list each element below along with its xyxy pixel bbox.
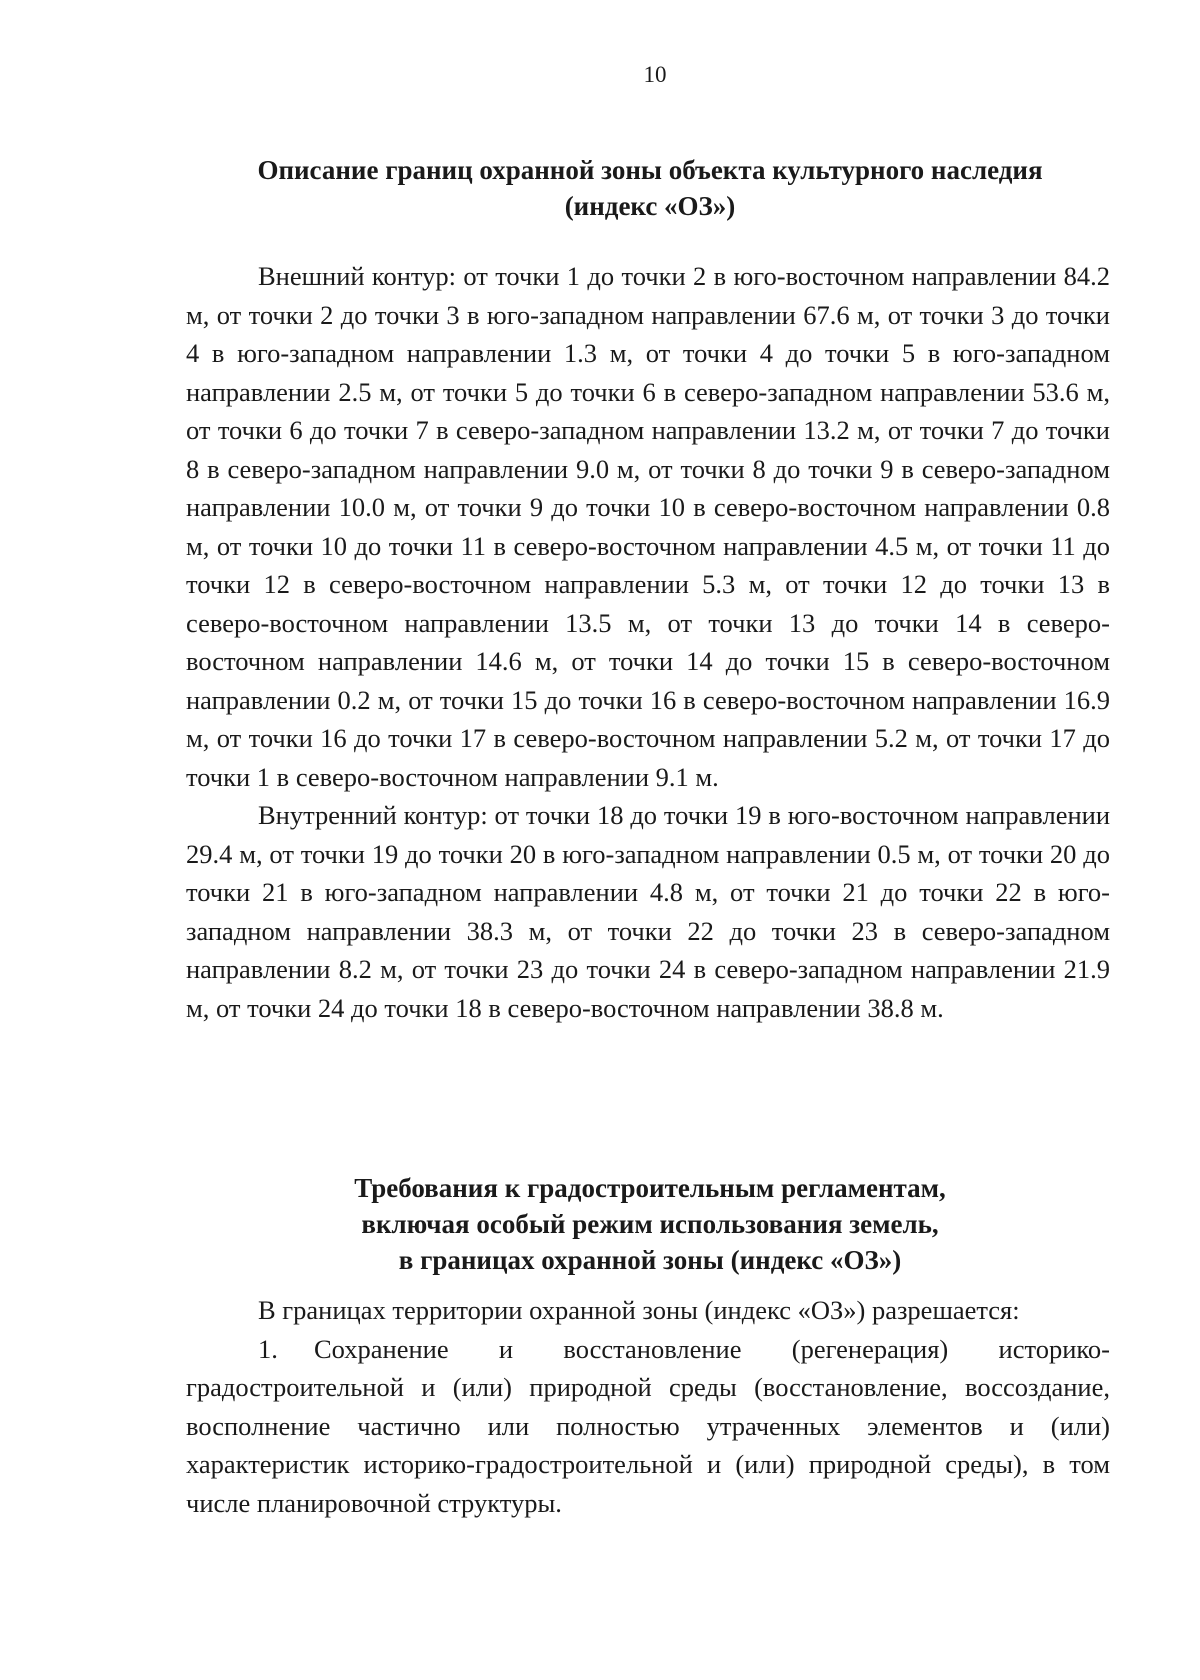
list-item-text: Сохранение и восстановление (регенерация) историко-градостроительной и (или) природной среды (восстановление, воссоздание, восполнение частично или полностью утраченных элементов и (или) характеристик историко-градостроительной и (или) природной среды), в том числе планировочной структуры. xyxy=(186,1333,1110,1518)
heading-line: Описание границ охранной зоны объекта культурного наследия xyxy=(257,155,1043,185)
heading-line: Требования к градостроительным регламентам, xyxy=(354,1173,946,1203)
paragraph-inner-contour: Внутренний контур: от точки 18 до точки 19 в юго-восточном направлении 29.4 м, от точки 19 до точки 20 в юго-западном направлении 0.5 м, от точки 20 до точки 21 в юго-западном направлении 4.8 м, от точки 21 до точки 22 в юго-западном направлении 38.3 м, от точки 22 до точки 23 в северо-западном направлении 8.2 м, от точки 23 до точки 24 в северо-западном направлении 21.9 м, от точки 24 до точки 18 в северо-восточном направлении 38.8 м. xyxy=(186,800,1110,1023)
list-item xyxy=(186,1330,1110,1523)
section-heading-requirements xyxy=(186,1170,1114,1278)
paragraph-intro: В границах территории охранной зоны (индекс «ОЗ») разрешается: xyxy=(258,1295,1020,1325)
heading-line: включая особый режим использования земель, xyxy=(361,1209,939,1239)
section-heading-boundaries xyxy=(186,152,1114,224)
paragraph-outer-contour: Внешний контур: от точки 1 до точки 2 в юго-восточном направлении 84.2 м, от точки 2 до точки 3 в юго-западном направлении 67.6 м, от точки 3 до точки 4 в юго-западном направлении 1.3 м, от точки 4 до точки 5 в юго-западном направлении 2.5 м, от точки 5 до точки 6 в северо-западном направлении 53.6 м, от точки 6 до точки 7 в северо-западном направлении 13.2 м, от точки 7 до точки 8 в северо-западном направлении 9.0 м, от точки 8 до точки 9 в северо-западном направлении 10.0 м, от точки 9 до точки 10 в северо-восточном направлении 0.8 м, от точки 10 до точки 11 в северо-восточном направлении 4.5 м, от точки 11 до точки 12 в северо-восточном направлении 5.3 м, от точки 12 до точки 13 в северо-восточном направлении 13.5 м, от точки 13 до точки 14 в северо-восточном направлении 14.6 м, от точки 14 до точки 15 в северо-восточном направлении 0.2 м, от точки 15 до точки 16 в северо-восточном направлении 16.9 м, от точки 16 до точки 17 в северо-восточном направлении 5.2 м, от точки 17 до точки 1 в северо-восточном направлении 9.1 м. xyxy=(186,261,1110,792)
requirements-list xyxy=(186,1291,1110,1522)
page-number: 10 xyxy=(643,62,667,87)
boundaries-description xyxy=(186,257,1110,1027)
heading-line: в границах охранной зоны (индекс «ОЗ») xyxy=(398,1245,902,1275)
heading-line: (индекс «ОЗ») xyxy=(564,191,736,221)
list-item-number: 1. xyxy=(258,1333,278,1364)
